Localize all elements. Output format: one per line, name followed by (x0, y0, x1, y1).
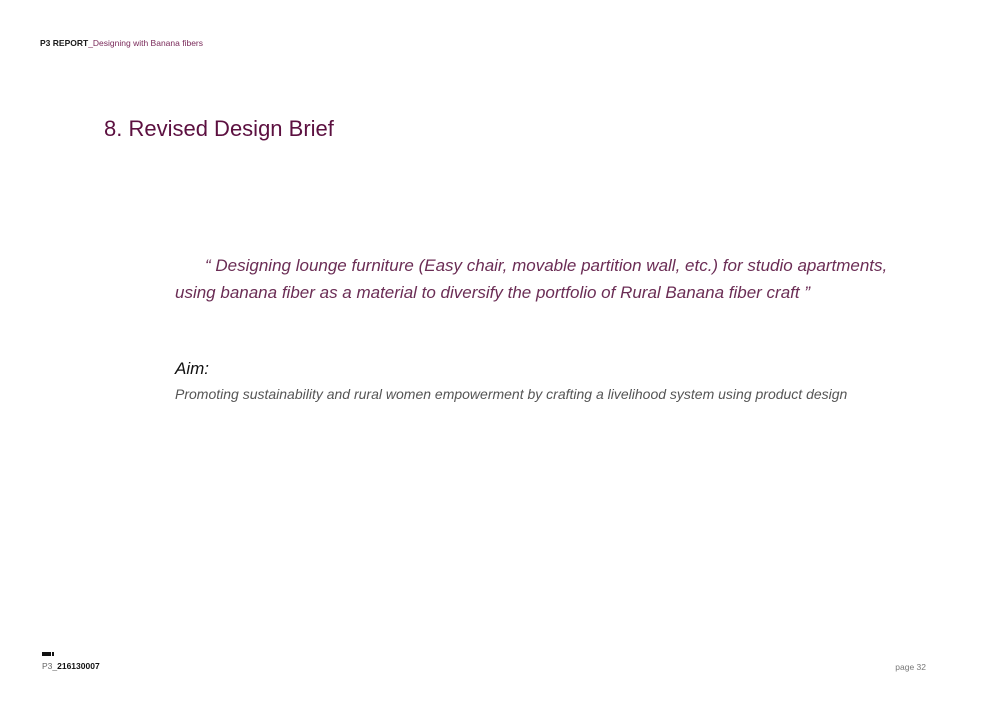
report-label: P3 REPORT (40, 38, 89, 48)
footer-mark-bar-small (52, 652, 54, 656)
footer-student-id (42, 661, 100, 671)
aim-label: Aim: (175, 359, 209, 378)
report-header (40, 38, 203, 48)
footer-mark-icon (42, 652, 54, 656)
footer-mark-bar (42, 652, 51, 656)
page-title: 8. Revised Design Brief (104, 116, 334, 141)
footer-id-prefix: P3_ (42, 661, 58, 671)
footer-id-number: 216130007 (57, 661, 100, 671)
aim-text: Promoting sustainability and rural women empowerment by crafting a livelihood system using product design (175, 386, 848, 402)
report-subject: _Designing with Banana fibers (88, 38, 204, 48)
page-number: page 32 (895, 662, 926, 672)
design-brief-quote: “ Designing lounge furniture (Easy chair, movable partition wall, etc.) for studio apartments, using banana fiber as a material to diversify the portfolio of Rural Banana fiber craft ” (175, 256, 888, 302)
